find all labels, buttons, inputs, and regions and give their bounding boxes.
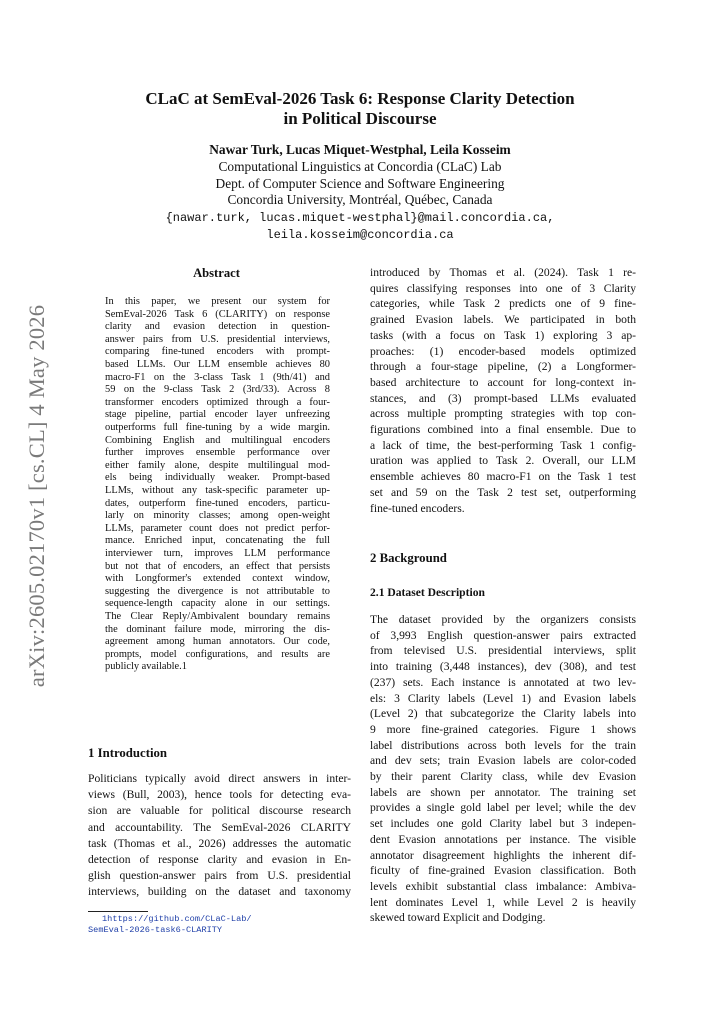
background-line: lent dominates Level 1, while Level 2 is heavily bbox=[370, 895, 636, 909]
right-top-line: uration was applied to Task 2. Overall, our LLM bbox=[370, 454, 636, 468]
intro-line: Politicians typically avoid direct answers in inter- bbox=[88, 772, 351, 785]
background-line: dent Evasion annotations per instance. The visible bbox=[370, 832, 636, 846]
abstract-line: transformer encoders optimized through a four- bbox=[105, 396, 330, 408]
background-heading: 2 Background bbox=[370, 551, 447, 565]
arxiv-id-label: arXiv:2605.02170v1 [cs.CL] 4 May 2026 bbox=[24, 304, 49, 688]
abstract-line: macro-F1 on the 3-class Task 1 (9th/41) and bbox=[105, 371, 330, 383]
abstract-line: Combining English and multilingual encoders bbox=[105, 434, 330, 446]
affiliation-dept: Dept. of Computer Science and Software Engineering bbox=[215, 176, 505, 191]
background-line: annotator disagreement highlights the inherent dif- bbox=[370, 848, 636, 862]
right-top-line: quires classifying responses into one of 3 Clarity bbox=[370, 281, 636, 295]
background-line: label distributions across both levels for the train bbox=[370, 738, 636, 752]
abstract-line: based LLMs. Our LLM ensemble achieves 80 bbox=[105, 359, 330, 370]
abstract-line: either family alone, despite multilingual mod- bbox=[105, 459, 330, 471]
right-top-line: based architecture to account for long-context in- bbox=[370, 375, 636, 389]
abstract-line: the dominant failure mode, mirroring the dis- bbox=[105, 623, 330, 635]
affiliation-university: Concordia University, Montréal, Québec, Canada bbox=[227, 192, 493, 207]
abstract-line: answer pairs from U.S. presidential interviews, bbox=[105, 333, 330, 345]
background-line: The dataset provided by the organizers consists bbox=[370, 613, 636, 626]
affiliation-lab: Computational Linguistics at Concordia (CLaC) Lab bbox=[218, 159, 502, 174]
right-top-line: introduced by Thomas et al. (2024). Task 1 re- bbox=[370, 266, 636, 279]
abstract-line: comparing fine-tuned encoders with prompt- bbox=[105, 346, 330, 358]
right-top-line: across multiple prompting strategies with top con- bbox=[370, 407, 636, 421]
background-line: into training (3,448 instances), dev (308), and test bbox=[370, 660, 636, 674]
abstract-line: suggesting the divergence is not attributable to bbox=[105, 585, 330, 597]
arxiv-sidebar bbox=[20, 300, 54, 692]
abstract-line: agreement among human annotators. Our code, bbox=[105, 636, 330, 648]
background-line: skewed toward Explicit and Dodging. bbox=[370, 911, 546, 925]
abstract-line: LLMs, parameter count does not predict perfor- bbox=[105, 522, 330, 534]
paper-title-line-1: CLaC at SemEval-2026 Task 6: Response Clarity Detection bbox=[145, 89, 575, 108]
background-line: (237) sets. Each instance is annotated at two lev- bbox=[370, 675, 636, 689]
background-line: 9 more fine-grained categories. Figure 1 shows bbox=[370, 722, 636, 736]
abstract-line: SemEval-2026 Task 6 (CLARITY) on response bbox=[105, 308, 330, 320]
background-line: and dev sets; train Evasion labels are color-coded bbox=[370, 754, 636, 768]
abstract-line: The Clear Reply/Ambivalent boundary remains bbox=[105, 611, 330, 622]
background-line: of 3,993 English question-answer pairs extracted bbox=[370, 628, 636, 642]
email-line-1: {nawar.turk, lucas.miquet-westphal}@mail.concordia.ca, bbox=[165, 211, 555, 225]
abstract-line: stage pipeline, partial encoder layer unfreezing bbox=[105, 409, 330, 421]
intro-line: views (Bull, 2003), hence tools for detecting eva- bbox=[88, 788, 351, 802]
author-names: Nawar Turk, Lucas Miquet-Westphal, Leila Kosseim bbox=[209, 142, 511, 157]
right-top-line: set and 59 on the Task 2 test set, outperforming bbox=[370, 485, 636, 499]
background-line: els: 3 Clarity labels (Level 1) and Evasion labels bbox=[370, 691, 636, 705]
right-top-line: tasks (with a focus on Task 1) exploring 3 ap- bbox=[370, 328, 636, 342]
abstract-heading: Abstract bbox=[193, 266, 240, 280]
dataset-subheading: 2.1 Dataset Description bbox=[370, 586, 485, 599]
background-line: labels are shown per annotator. The training set bbox=[370, 785, 636, 799]
intro-line: sion are valuable for political discourse research bbox=[88, 804, 351, 818]
footnote-url-line-1[interactable]: 1https://github.com/CLaC-Lab/ bbox=[102, 914, 252, 924]
right-top-line: categories, while Task 2 predicts one of 9 fine- bbox=[370, 297, 636, 311]
abstract-line: publicly available.1 bbox=[105, 661, 187, 673]
right-top-line: figurations combined into a final ensemble. Due to bbox=[370, 423, 636, 436]
background-line: provides a single gold label per level; while the dev bbox=[370, 801, 636, 815]
abstract-line: sequence-length capacity alone in our settings. bbox=[105, 598, 330, 610]
abstract-line: In this paper, we present our system for bbox=[105, 296, 330, 307]
email-line-2: leila.kosseim@concordia.ca bbox=[266, 228, 454, 242]
background-line: set includes one gold Clarity label but 3 indepen- bbox=[370, 817, 636, 831]
abstract-line: dates, outperform fine-tuned encoders, particu- bbox=[105, 497, 330, 509]
right-top-line: fine-tuned encoders. bbox=[370, 501, 465, 515]
intro-line: task (Thomas et al., 2026) addresses the automatic bbox=[88, 836, 351, 850]
abstract-line: further improves ensemble performance over bbox=[105, 447, 330, 459]
background-line: (Level 2) that subcategorize the Clarity labels into bbox=[370, 707, 636, 721]
abstract-line: mance. Enriched input, concatenating the full bbox=[105, 535, 330, 547]
intro-line: glish question-answer pairs from U.S. presidential bbox=[88, 869, 351, 883]
abstract-line: larly on minority classes; among open-weight bbox=[105, 510, 330, 522]
paper-title-line-2: in Political Discourse bbox=[283, 109, 437, 128]
abstract-line: interviewer turn, improves LLM performance bbox=[105, 548, 330, 559]
abstract-line: outperforms full fine-tuning by a wide margin. bbox=[105, 422, 330, 433]
footnote-url-line-2[interactable]: SemEval-2026-task6-CLARITY bbox=[88, 925, 223, 935]
intro-line: interviews, building on the dataset and taxonomy bbox=[88, 885, 351, 899]
intro-line: detection of response clarity and evasion in En- bbox=[88, 853, 351, 866]
right-top-line: grained Evasion labels. We participated in both bbox=[370, 313, 636, 327]
abstract-line: 59 on the 9-class Task 2 (3rd/33). Across 8 bbox=[105, 384, 330, 396]
abstract-line: prompts, model configurations, and results are bbox=[105, 648, 330, 660]
right-top-line: a lack of time, the best-performing Task 1 config- bbox=[370, 438, 636, 452]
abstract-line: with Longformer's extended context window, bbox=[105, 573, 330, 585]
background-line: levels exhibit substantial class imbalance: Ambiva- bbox=[370, 879, 636, 893]
intro-line: and accountability. The SemEval-2026 CLARITY bbox=[88, 820, 351, 834]
right-top-line: proaches: (1) encoder-based models optimized bbox=[370, 344, 636, 358]
right-top-line: stances, and (3) prompt-based LLMs evaluated bbox=[370, 391, 636, 405]
abstract-line: clarity and evasion detection in question- bbox=[105, 321, 330, 333]
abstract-line: LLMs, without any task-specific parameter up- bbox=[105, 485, 330, 496]
intro-heading: 1 Introduction bbox=[88, 746, 168, 760]
abstract-line: els being individually weaker. Prompt-based bbox=[105, 472, 330, 484]
right-top-line: through a four-stage pipeline, (2) a Longformer- bbox=[370, 360, 636, 374]
background-line: ficulty of fine-grained Evasion classification. Both bbox=[370, 864, 636, 878]
footnote-rule bbox=[88, 911, 148, 912]
right-top-line: ensemble achieves 80 macro-F1 on the Task 1 test bbox=[370, 470, 636, 484]
background-line: by their parent Clarity class, while dev Evasion bbox=[370, 770, 636, 783]
background-line: from televised U.S. presidential interviews, split bbox=[370, 644, 636, 658]
abstract-line: but not that of encoders, an effect that persists bbox=[105, 560, 330, 572]
